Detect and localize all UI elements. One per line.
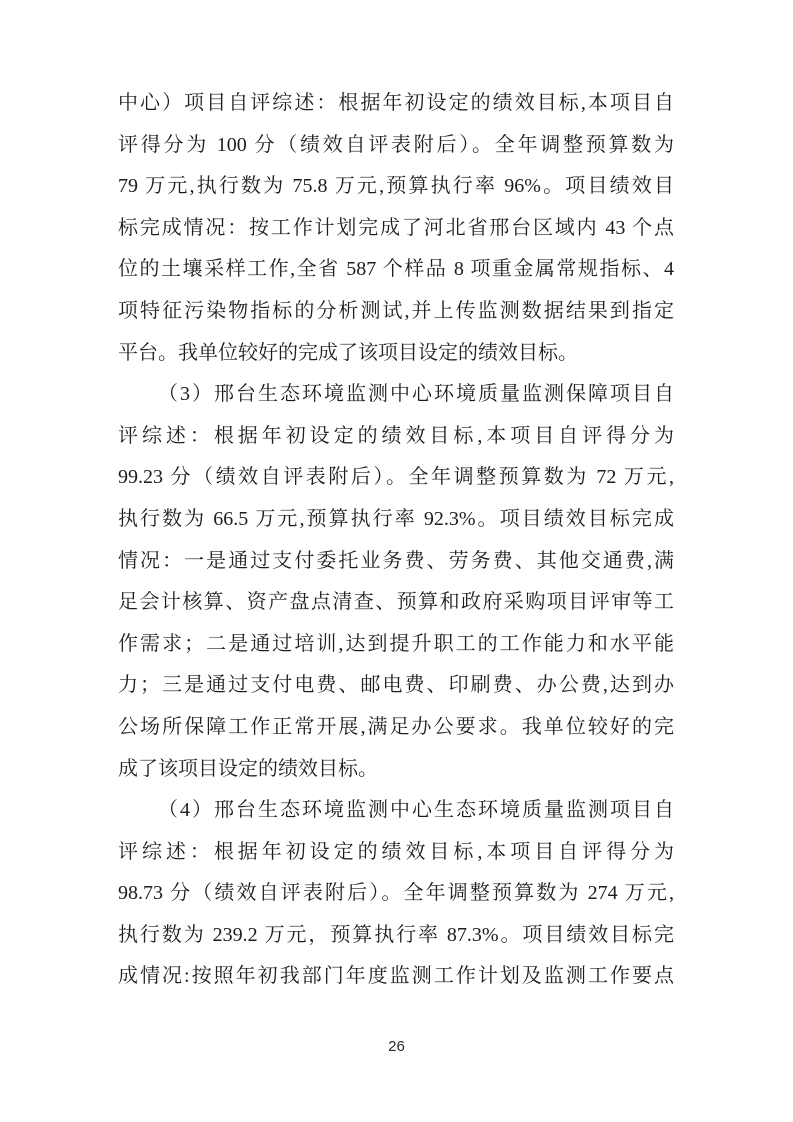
text-line: 成情况:按照年初我部门年度监测工作计划及监测工作要点 <box>118 965 674 988</box>
text-line: 评综述：根据年初设定的绩效目标,本项目自评得分为 <box>118 424 674 447</box>
text-line: 作需求；二是通过培训,达到提升职工的工作能力和水平能 <box>118 632 674 655</box>
text-line: 98.73 分（绩效自评表附后）。全年调整预算数为 274 万元, <box>118 882 674 905</box>
text-line: 平台。我单位较好的完成了该项目设定的绩效目标。 <box>118 341 578 364</box>
text-line: （4）邢台生态环境监测中心生态环境质量监测项目自 <box>158 799 674 822</box>
text-line: 公场所保障工作正常开展,满足办公要求。我单位较好的完 <box>118 715 674 738</box>
text-line: （3）邢台生态环境监测中心环境质量监测保障项目自 <box>158 383 674 406</box>
page-number: 26 <box>388 1038 405 1055</box>
paragraph-3 <box>118 790 674 998</box>
text-line: 标完成情况：按工作计划完成了河北省邢台区域内 43 个点 <box>118 216 674 239</box>
paragraph-1 <box>118 83 674 374</box>
text-line: 中心）项目自评综述：根据年初设定的绩效目标,本项目自 <box>118 92 674 114</box>
text-line: 足会计核算、资产盘点清查、预算和政府采购项目评审等工 <box>118 591 674 614</box>
paragraph-2 <box>118 374 674 790</box>
text-line: 评综述：根据年初设定的绩效目标,本项目自评得分为 <box>118 840 674 863</box>
text-line: 99.23 分（绩效自评表附后）。全年调整预算数为 72 万元, <box>118 466 674 489</box>
text-line: 项特征污染物指标的分析测试,并上传监测数据结果到指定 <box>118 299 674 322</box>
text-line: 力；三是通过支付电费、邮电费、印刷费、办公费,达到办 <box>118 674 674 697</box>
text-line: 成了该项目设定的绩效目标。 <box>118 757 378 780</box>
text-line: 位的土壤采样工作,全省 587 个样品 8 项重金属常规指标、4 <box>118 258 674 281</box>
text-line: 79 万元,执行数为 75.8 万元,预算执行率 96%。项目绩效目 <box>118 175 674 198</box>
document-body <box>118 83 674 998</box>
text-line: 执行数为 239.2 万元，预算执行率 87.3%。项目绩效目标完 <box>118 923 674 946</box>
text-line: 评得分为 100 分（绩效自评表附后）。全年调整预算数为 <box>118 133 674 156</box>
text-line: 执行数为 66.5 万元,预算执行率 92.3%。项目绩效目标完成 <box>118 507 674 530</box>
text-line: 情况：一是通过支付委托业务费、劳务费、其他交通费,满 <box>118 549 674 572</box>
